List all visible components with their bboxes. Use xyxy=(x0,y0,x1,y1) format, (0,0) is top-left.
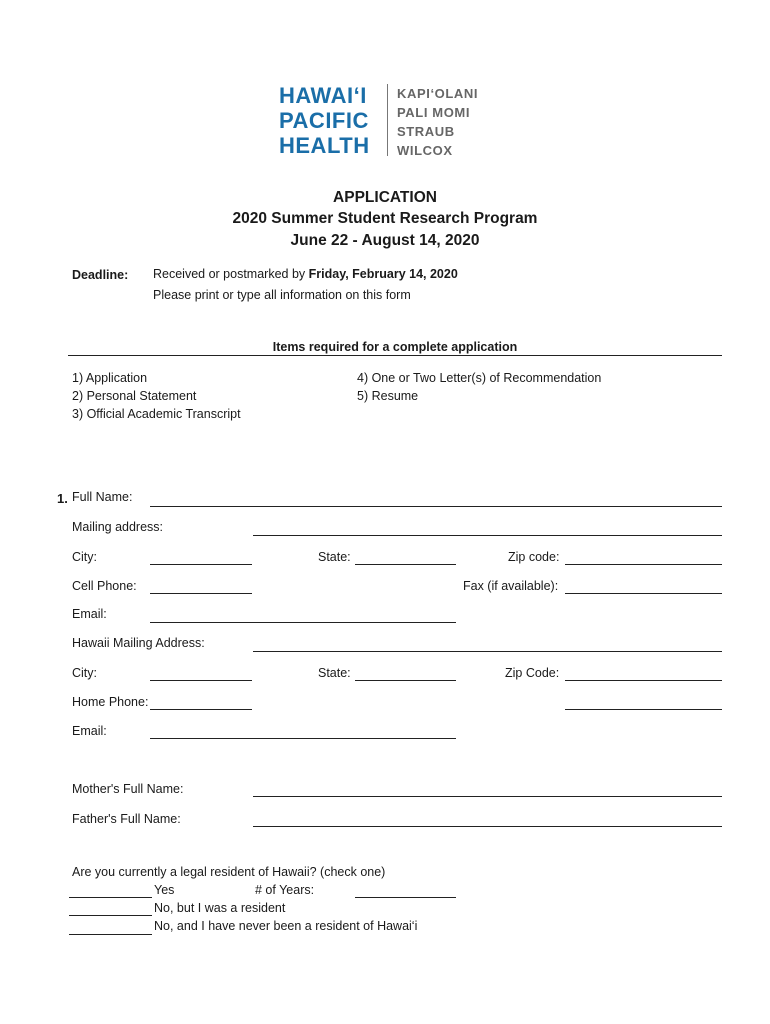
zip-code-field[interactable] xyxy=(565,564,722,565)
residency-no-was-label: No, but I was a resident xyxy=(154,901,286,915)
state-field[interactable] xyxy=(355,564,456,565)
hawaii-mailing-address-label: Hawaii Mailing Address: xyxy=(72,636,205,650)
home-phone-extra-field[interactable] xyxy=(565,709,722,710)
mailing-address-label: Mailing address: xyxy=(72,520,164,534)
home-phone-label: Home Phone: xyxy=(72,695,149,709)
requirements-divider xyxy=(68,355,722,356)
residency-no-never-check[interactable] xyxy=(69,934,152,935)
deadline-line-1 xyxy=(153,267,458,281)
req-item-1: 1) Application xyxy=(72,371,148,385)
deadline-date: Friday, February 14, 2020 xyxy=(308,267,458,281)
zip-code2-label: Zip Code: xyxy=(505,666,560,680)
state2-field[interactable] xyxy=(355,680,456,681)
residency-no-was-check[interactable] xyxy=(69,915,152,916)
deadline-prefix: Received or postmarked by xyxy=(153,267,309,281)
zip-code2-field[interactable] xyxy=(565,680,722,681)
req-item-4: 4) One or Two Letter(s) of Recommendation xyxy=(357,371,602,385)
full-name-label: Full Name: xyxy=(72,490,133,504)
years-field[interactable] xyxy=(355,897,456,898)
req-item-5: 5) Resume xyxy=(357,389,419,403)
zip-code-label: Zip code: xyxy=(508,550,560,564)
program-dates: June 22 - August 14, 2020 xyxy=(290,232,480,249)
city-label: City: xyxy=(72,550,97,564)
program-title: 2020 Summer Student Research Program xyxy=(232,210,538,227)
logo-sub-line-2: PALI MOMI xyxy=(397,105,471,120)
email2-label: Email: xyxy=(72,724,107,738)
father-name-field[interactable] xyxy=(253,826,722,827)
email-field[interactable] xyxy=(150,622,456,623)
state-label: State: xyxy=(318,550,351,564)
req-item-2: 2) Personal Statement xyxy=(72,389,197,403)
logo-sub-line-1: KAPI‘OLANI xyxy=(397,86,479,101)
logo-main-line-2: PACIFIC xyxy=(279,108,369,133)
cell-phone-label: Cell Phone: xyxy=(72,579,137,593)
mother-name-label: Mother's Full Name: xyxy=(72,782,184,796)
hawaii-mailing-address-field[interactable] xyxy=(253,651,722,652)
city2-field[interactable] xyxy=(150,680,252,681)
email2-field[interactable] xyxy=(150,738,456,739)
residency-no-never-label: No, and I have never been a resident of Hawai‘i xyxy=(154,919,418,933)
req-item-3: 3) Official Academic Transcript xyxy=(72,407,241,421)
email-label: Email: xyxy=(72,607,107,621)
years-label: # of Years: xyxy=(255,883,315,897)
mother-name-field[interactable] xyxy=(253,796,722,797)
cell-phone-field[interactable] xyxy=(150,593,252,594)
fax-label: Fax (if available): xyxy=(463,579,559,593)
residency-yes-check[interactable] xyxy=(69,897,152,898)
residency-question: Are you currently a legal resident of Hawaii? (check one) xyxy=(72,865,386,879)
deadline-label: Deadline: xyxy=(72,268,129,282)
page-title: APPLICATION xyxy=(333,189,437,206)
father-name-label: Father's Full Name: xyxy=(72,812,181,826)
residency-yes-label: Yes xyxy=(154,883,175,897)
deadline-line-2: Please print or type all information on this form xyxy=(153,288,411,302)
full-name-field[interactable] xyxy=(150,506,722,507)
home-phone-field[interactable] xyxy=(150,709,252,710)
logo-divider xyxy=(387,84,388,156)
mailing-address-field[interactable] xyxy=(253,535,722,536)
logo-main-line-1: HAWAI‘I xyxy=(279,83,367,108)
state2-label: State: xyxy=(318,666,351,680)
logo-sub-line-3: STRAUB xyxy=(397,124,455,139)
city2-label: City: xyxy=(72,666,97,680)
fax-field[interactable] xyxy=(565,593,722,594)
section-number: 1. xyxy=(57,491,68,506)
city-field[interactable] xyxy=(150,564,252,565)
logo-sub-line-4: WILCOX xyxy=(397,143,453,158)
logo-main-line-3: HEALTH xyxy=(279,133,370,158)
requirements-heading: Items required for a complete application xyxy=(272,340,518,354)
